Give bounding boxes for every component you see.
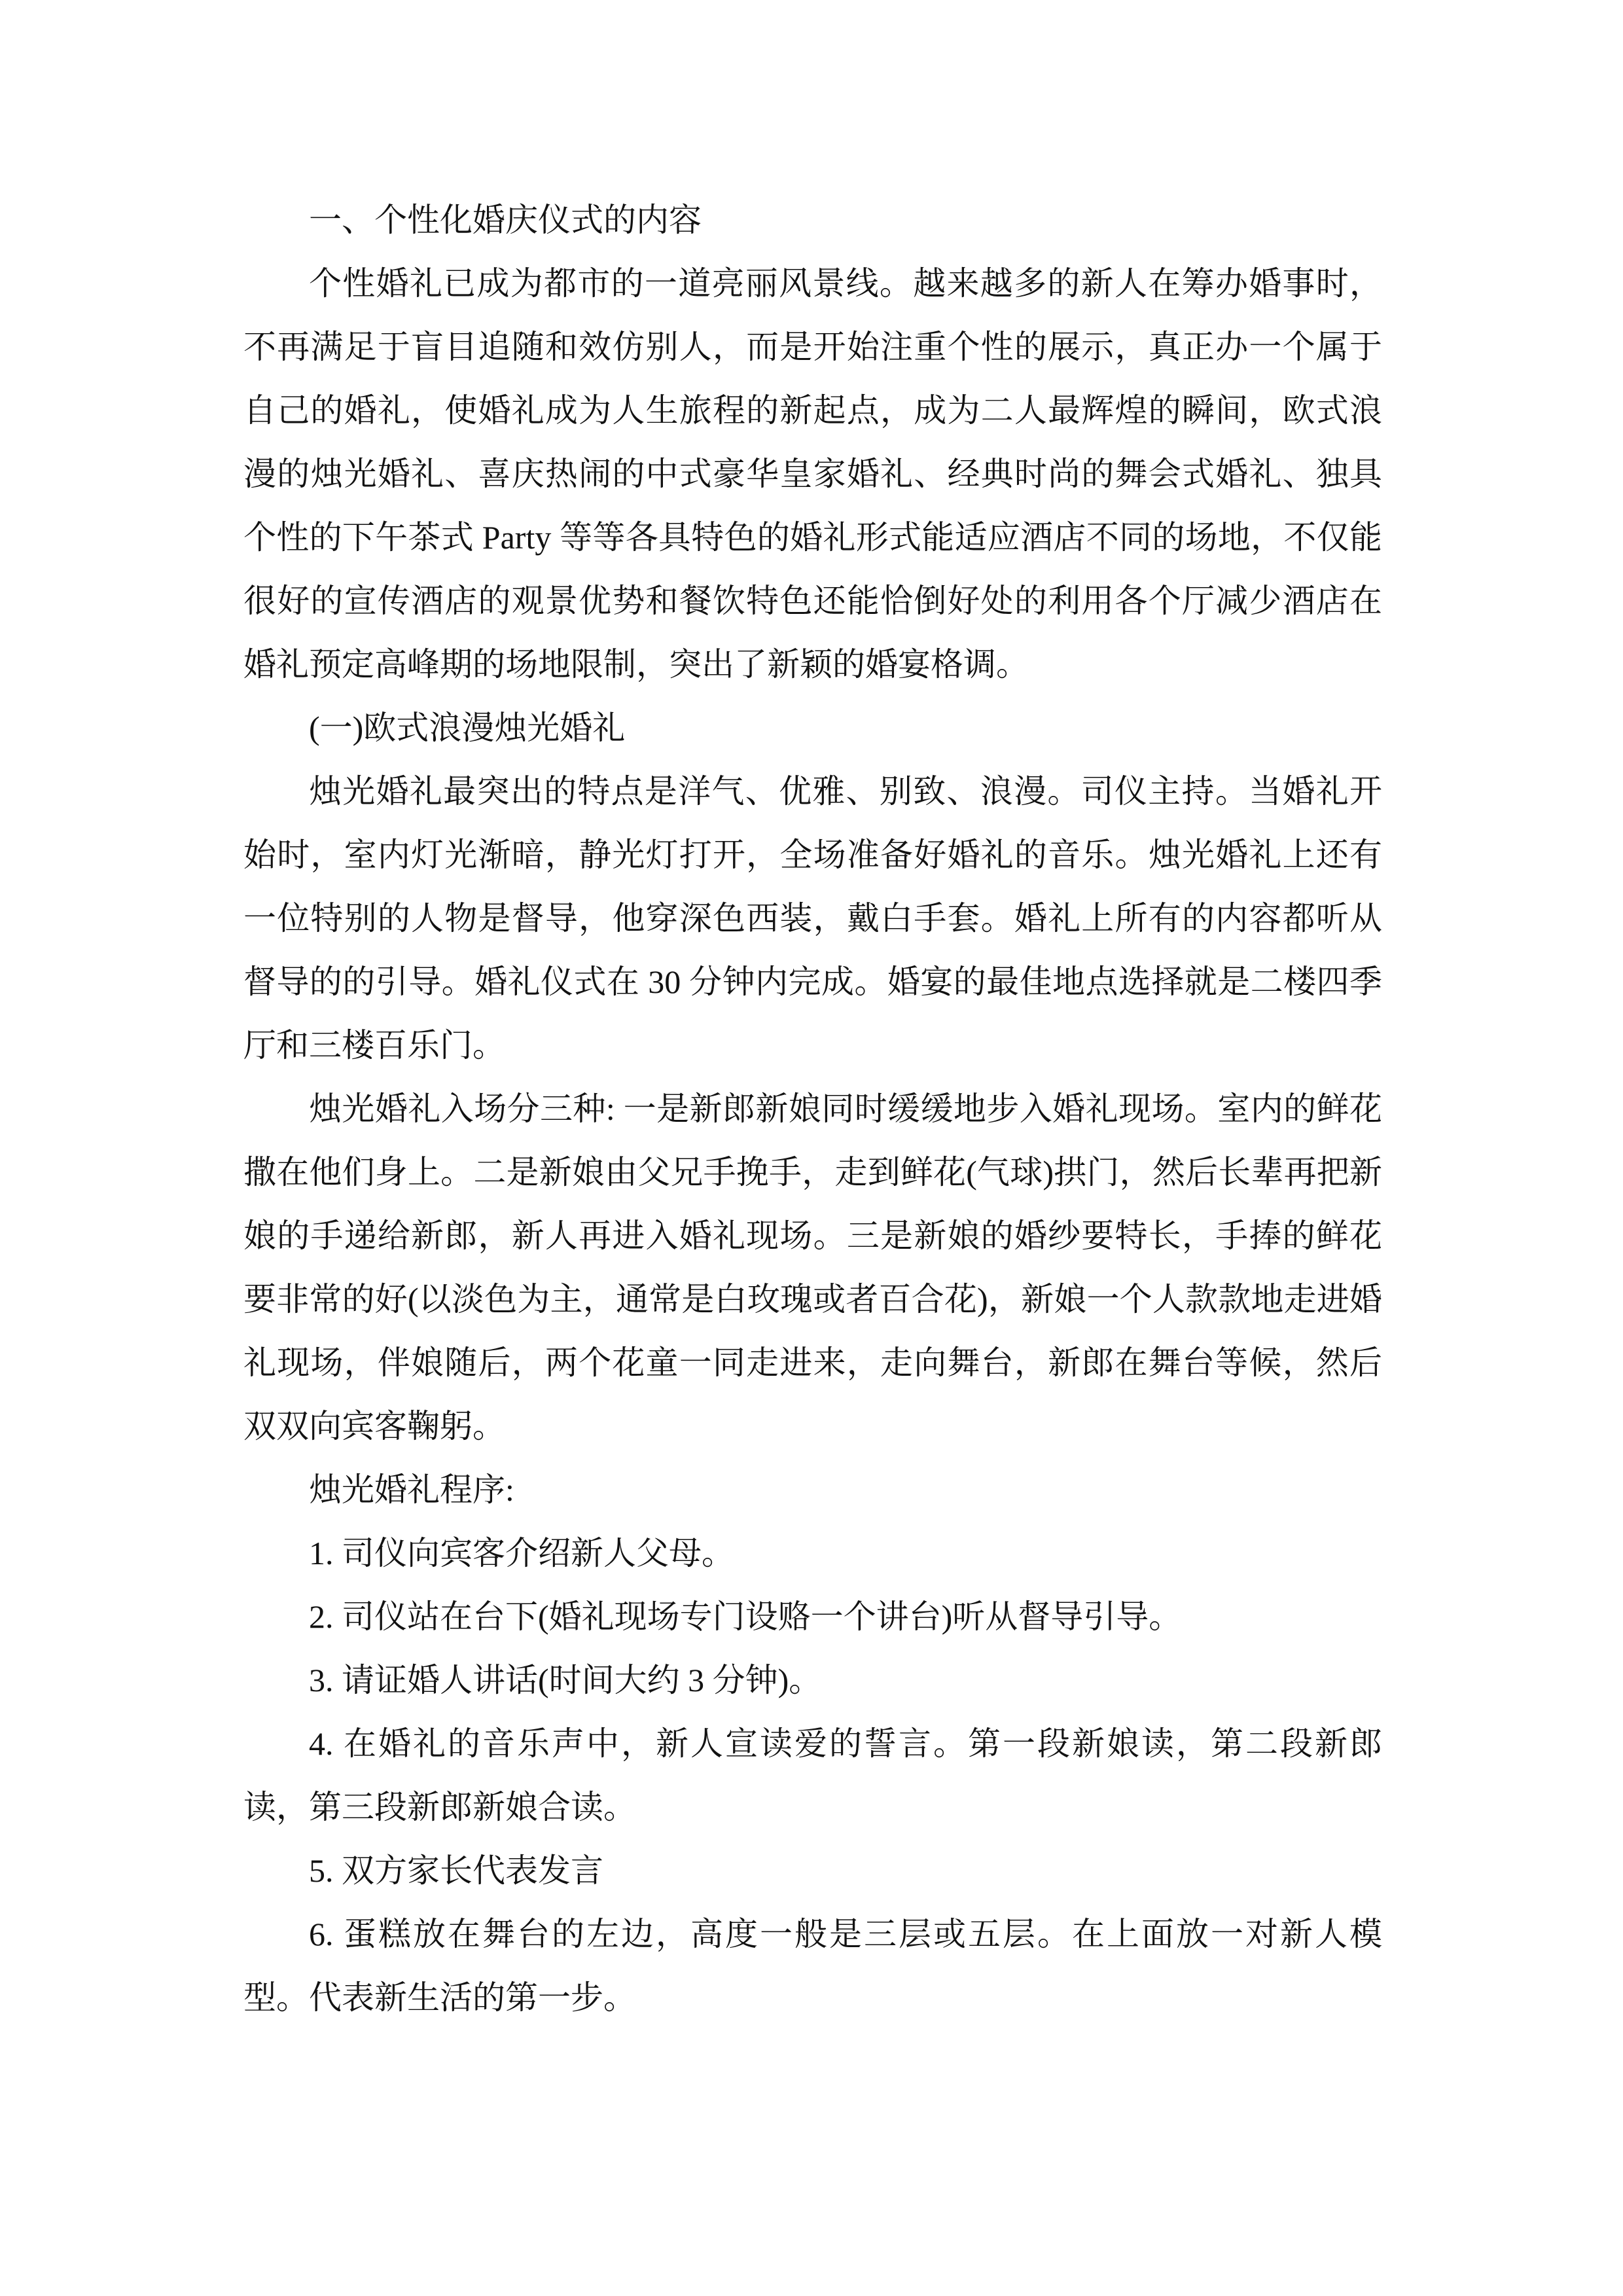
subsection-title: (一)欧式浪漫烛光婚礼 xyxy=(309,709,626,746)
list-item-5: 5. 双方家长代表发言 xyxy=(309,1852,603,1889)
document-page xyxy=(243,188,1382,2030)
paragraph-intro: 个性婚礼已成为都市的一道亮丽风景线。越来越多的新人在筹办婚事时，不再满足于盲目追随和效仿别人，而是开始注重个性的展示，真正办一个属于自己的婚礼，使婚礼成为人生旅程的新起点，成为二人最辉煌的瞬间，欧式浪漫的烛光婚礼、喜庆热闹的中式豪华皇家婚礼、经典时尚的舞会式婚礼、独具个性的下午茶式 Party 等等各具特色的婚礼形式能适应酒店不同的场地，不仅能很好的宣传酒店的观景优势和餐饮特色还能恰倒好处的利用各个厅减少酒店在婚礼预定高峰期的场地限制，突出了新颖的婚宴格调。 xyxy=(243,265,1382,683)
list-item-3: 3. 请证婚人讲话(时间大约 3 分钟)。 xyxy=(309,1662,822,1698)
paragraph-candlelight: 烛光婚礼最突出的特点是洋气、优雅、别致、浪漫。司仪主持。当婚礼开始时，室内灯光渐暗，静光灯打开，全场准备好婚礼的音乐。烛光婚礼上还有一位特别的人物是督导，他穿深色西装，戴白手套。婚礼上所有的内容都听从督导的的引导。婚礼仪式在 30 分钟内完成。婚宴的最佳地点选择就是二楼四季厅和三楼百乐门。 xyxy=(243,773,1382,1064)
list-item-1: 1. 司仪向宾客介绍新人父母。 xyxy=(309,1535,734,1571)
section-title: 一、个性化婚庆仪式的内容 xyxy=(309,202,702,238)
list-item-2: 2. 司仪站在台下(婚礼现场专门设赂一个讲台)听从督导引导。 xyxy=(309,1598,1182,1635)
list-item-6: 6. 蛋糕放在舞台的左边，高度一般是三层或五层。在上面放一对新人模型。代表新生活的第一步。 xyxy=(243,1916,1382,2016)
paragraph-entrance-types: 烛光婚礼入场分三种: 一是新郎新娘同时缓缓地步入婚礼现场。室内的鲜花撒在他们身上。二是新娘由父兄手挽手，走到鲜花(气球)拱门，然后长辈再把新娘的手递给新郎，新人再进入婚礼现场。三是新娘的婚纱要特长，手捧的鲜花要非常的好(以淡色为主，通常是白玫瑰或者百合花)，新娘一个人款款地走进婚礼现场，伴娘随后，两个花童一同走进来，走向舞台，新郎在舞台等候，然后双双向宾客鞠躬。 xyxy=(243,1090,1382,1444)
list-item-4: 4. 在婚礼的音乐声中，新人宣读爱的誓言。第一段新娘读，第二段新郎读，第三段新郎新娘合读。 xyxy=(243,1725,1382,1825)
list-intro: 烛光婚礼程序: xyxy=(309,1471,514,1508)
